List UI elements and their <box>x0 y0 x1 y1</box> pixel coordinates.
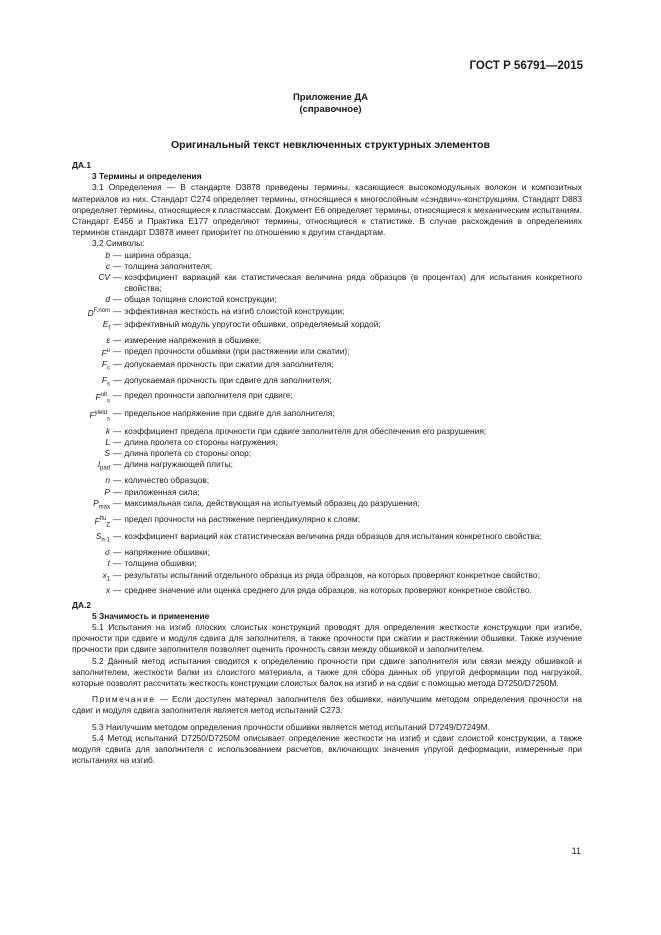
symbol-term: $P_{max}$ <box>93 497 110 511</box>
symbol-row: σ — напряжение обшивки; <box>72 547 582 558</box>
symbol-row: $x_1$ — результаты испытаний отдельного образца из ряда образцов, на которых проверяют конкретное свойство; <box>72 570 582 586</box>
symbol-row: d — общая толщина слоистой конструкции; <box>72 294 582 305</box>
symbol-row: $l_{pad}$ — длина нагружающей плиты; <box>72 459 582 475</box>
symbol-term: $F^u$ <box>101 347 110 358</box>
symbol-row: $F^{yield}_s$ — предельное напряжение при сдвиге для заполнителя; <box>72 408 582 426</box>
symbol-term: c <box>105 260 110 271</box>
symbol-term: $x_1$ <box>102 569 110 583</box>
symbol-row: ε — измерение напряжения в обшивке; <box>72 335 582 346</box>
symbols-list <box>72 250 582 597</box>
note-label: Примечание <box>92 694 156 705</box>
document-body <box>72 160 582 766</box>
page-number: 11 <box>571 846 581 856</box>
symbol-definition: среднее значение или оценка среднего для ряда образцов, на которых проверяют конкретное свойство. <box>124 585 532 596</box>
symbol-definition: толщина обшивки; <box>124 558 197 569</box>
symbol-definition: эффективная жесткость на изгиб слоистой конструкции; <box>124 305 345 316</box>
symbol-row: $S_{n-1}$ — коэффициент вариаций как статистическая величина ряда образцов для испытания конкретного свойства; <box>72 531 582 547</box>
section-code-2: ДА.2 <box>72 599 91 610</box>
document-code: ГОСТ Р 56791—2015 <box>469 60 583 72</box>
symbol-row: $F_s$ — допускаемая прочность при сдвиге для заполнителя; <box>72 375 582 391</box>
symbol-row: $F^{ult}_s$ — предел прочности заполнителя при сдвиге; <box>72 390 582 408</box>
symbol-definition: коэффициент предела прочности при сдвиге заполнителя для обеспечения его разрушения; <box>124 425 487 436</box>
symbol-row: b — ширина образца; <box>72 250 582 261</box>
symbol-definition: толщина заполнителя; <box>124 260 213 271</box>
symbol-term: $F_s$ <box>101 374 110 388</box>
symbol-row: $D^{F,nom}$ — эффективная жесткость на изгиб слоистой конструкции; <box>72 306 582 319</box>
symbol-row: c — толщина заполнителя; <box>72 261 582 272</box>
symbol-row: S — длина пролета со стороны опор; <box>72 448 582 459</box>
symbol-row: $F^u$ — предел прочности обшивки (при растяжении или сжатии); <box>72 346 582 359</box>
symbol-row: x — среднее значение или оценка среднего для ряда образцов, на которых проверяют конкретное свойство. <box>72 585 582 596</box>
symbol-definition: предельное напряжение при сдвиге для заполнителя; <box>124 408 335 419</box>
symbol-term: σ <box>104 547 110 558</box>
symbol-term: k <box>105 425 110 436</box>
annex-subtitle: (справочное) <box>299 104 362 115</box>
annex-heading <box>0 92 661 116</box>
symbol-definition: длина пролета со стороны нагружения; <box>124 437 278 448</box>
symbols-intro: 3.2 Символы: <box>92 238 145 249</box>
symbol-definition: предел прочности обшивки (при растяжении или сжатии); <box>124 345 350 356</box>
paragraph-5-2: 5.2 Данный метод испытания сводится к определению прочности при сдвиге заполнителя или связи между обшивкой и заполнителем, жесткости балки из слоистого материала, а также для сбора данных об упругой деформации под нагрузкой, которые позволят рассчитать жесткость конструкции слоистых балок на изгиб и на сдвиг с помощью метода D7250/D7250M. <box>72 655 582 689</box>
symbol-term: n <box>105 475 110 486</box>
symbol-definition: допускаемая прочность при сжатии для заполнителя; <box>124 358 334 369</box>
section-heading-terms: 3 Термины и определения <box>92 171 202 182</box>
symbol-definition: коэффициент вариаций как статистическая величина ряда образцов для испытания конкретного свойства; <box>124 531 542 542</box>
symbol-row: k — коэффициент предела прочности при сдвиге заполнителя для обеспечения его разрушения; <box>72 426 582 437</box>
symbol-row: CV — коэффициент вариаций как статистическая величина ряда образцов (в процентах) для испытания конкретного свойства; <box>72 272 582 294</box>
symbol-definition: ширина образца; <box>124 249 192 260</box>
symbol-definition: максимальная сила, действующая на испытуемый образец до разрушения; <box>124 497 420 508</box>
symbol-definition: эффективный модуль упругости обшивки, определяемый хордой; <box>124 318 381 329</box>
symbol-definition: предел прочности на растяжение перпендикулярно к слоям; <box>124 513 361 524</box>
symbol-term: $D^{F,nom}$ <box>87 307 110 318</box>
symbol-row: n — количество образцов; <box>72 475 582 486</box>
symbol-definition: результаты испытаний отдельного образца из ряда образцов, на которых проверяют конкретное свойство; <box>124 569 540 580</box>
symbol-definition: допускаемая прочность при сдвиге для заполнителя; <box>124 374 332 385</box>
symbol-definition: измерение напряжения в обшивке; <box>124 334 262 345</box>
paragraph-5-4: 5.4 Метод испытаний D7250/D7250M описывает определение жесткости на изгиб и сдвиг слоистой конструкции, а также модуля сдвига для заполнителя с использованием расчетов, включающих значения упругой деформации, измеренные при испытаниях на изгиб. <box>72 732 582 766</box>
symbol-definition: коэффициент вариаций как статистическая величина ряда образцов (в процентах) для испытания конкретного свойства; <box>124 272 582 294</box>
symbol-row: L — длина пролета со стороны нагружения; <box>72 437 582 448</box>
symbol-term: CV <box>98 272 110 283</box>
symbol-row: P — приложенная сила; <box>72 487 582 498</box>
paragraph-5-1: 5.1 Испытания на изгиб плоских слоистых конструкций проводят для определения жесткости конструкции при изгибе, прочности при сдвиге и модуля сдвига для заполнителя, а также прочности при сжатии и растяжении обшивки. Также изучение прочности при сдвиге заполнителя позволяет оценить прочность связи между обшивкой и заполнителем. <box>72 622 582 655</box>
document-title: Оригинальный текст невключенных структурных элементов <box>171 139 490 151</box>
symbol-term: $S_{n-1}$ <box>95 531 110 544</box>
symbol-definition: количество образцов; <box>124 475 210 486</box>
paragraph-5-3: 5.3 Наилучшим методом определения прочности обшивки является метод испытаний D7249/D7249M. <box>92 721 490 732</box>
symbol-row: $F^{ftu}_Z$ — предел прочности на растяжение перпендикулярно к слоям; <box>72 514 582 532</box>
symbol-term: x <box>105 585 110 596</box>
annex-title: Приложение ДА <box>292 92 369 103</box>
symbol-definition: предел прочности заполнителя при сдвиге; <box>124 390 293 401</box>
symbol-term: $l_{pad}$ <box>98 459 110 473</box>
section-heading-significance: 5 Значимость и применение <box>92 610 210 621</box>
note-paragraph <box>72 694 582 716</box>
symbol-definition: напряжение обшивки; <box>124 547 210 558</box>
symbol-term: ε <box>106 334 110 345</box>
symbol-row: $F_c$ — допускаемая прочность при сжатии для заполнителя; <box>72 359 582 375</box>
symbol-definition: длина пролета со стороны опор; <box>124 448 252 459</box>
symbol-definition: длина нагружающей плиты; <box>124 459 233 470</box>
symbol-term: $F_c$ <box>101 358 110 372</box>
section-code-1: ДА.1 <box>72 160 91 170</box>
symbol-term: $F^{ftu}_Z$ <box>94 515 110 529</box>
symbol-row: $E_f$ — эффективный модуль упругости обшивки, определяемый хордой; <box>72 319 582 335</box>
symbol-term: d <box>105 294 110 305</box>
note-text: — Если доступен материал заполнителя без обшивки, наилучшим методом определения прочности на сдвиг и модуля сдвига заполнителя является метод испытаний С273. <box>72 694 582 716</box>
paragraph-3-1: 3.1 Определения — В стандарте D3878 приведены термины, касающиеся высокомодульных волокон и композитных материалов из них. Стандарт С274 определяет термины, относящиеся к многослойным «сэндвич»-конструкциям. Стандарт D883 определяет термины, относящиеся к пластмассам. Документ Е6 определяет термины, относящиеся к механическим испытаниям. Стандарт Е456 и Практика Е177 определяют термины, относящиеся к статистике. В случае расхождения в определениях терминов стандарт D3878 имеет приоритет по отношению к другим стандартам. <box>72 182 582 238</box>
symbol-term: S <box>104 448 110 459</box>
symbol-term: $F^{yield}_s$ <box>89 409 110 423</box>
symbol-definition: приложенная сила; <box>124 486 200 497</box>
symbol-row: $P_{max}$ — максимальная сила, действующая на испытуемый образец до разрушения; <box>72 498 582 514</box>
symbol-term: $F^{ult}_s$ <box>95 392 110 405</box>
symbol-term: t <box>107 558 110 569</box>
symbol-term: b <box>105 249 110 260</box>
symbol-definition: общая толщина слоистой конструкции; <box>124 294 277 305</box>
symbol-term: $E_f$ <box>102 318 110 332</box>
symbol-term: L <box>105 437 110 448</box>
symbol-row: t — толщина обшивки; <box>72 558 582 569</box>
symbol-term: P <box>104 486 110 497</box>
